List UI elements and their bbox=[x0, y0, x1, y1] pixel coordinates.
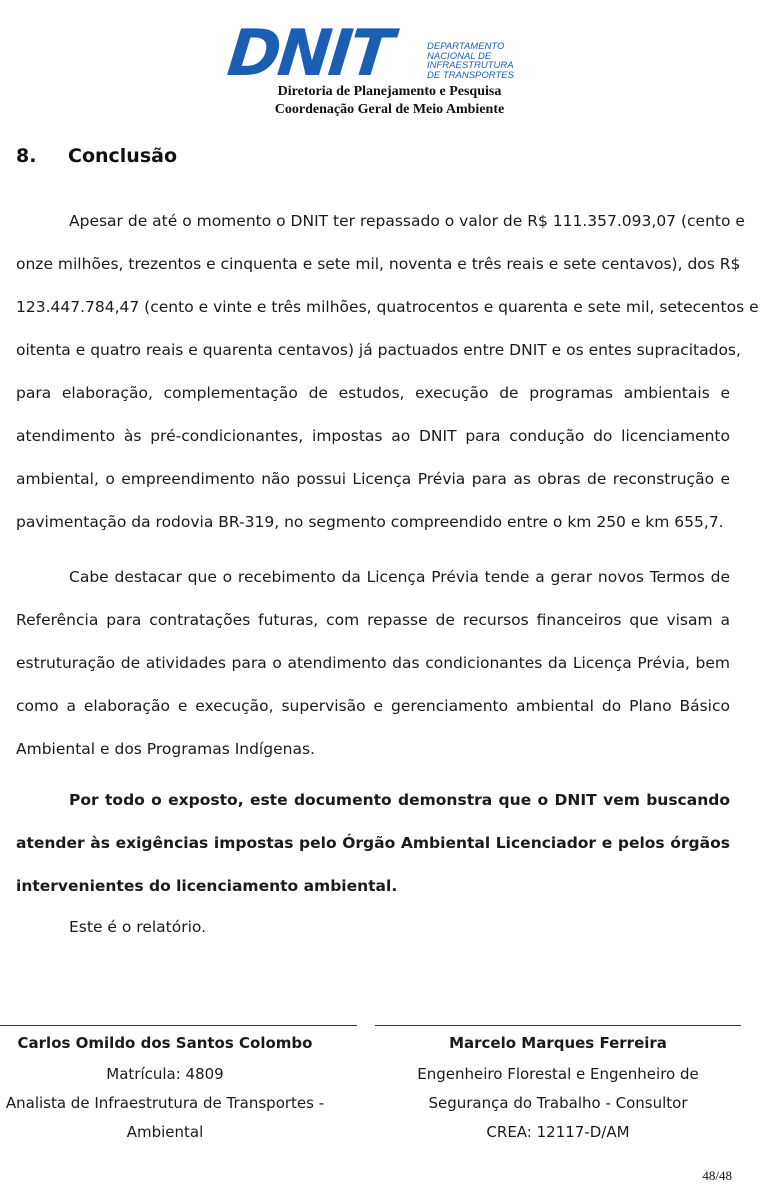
signer-detail: Analista de Infraestrutura de Transportes - bbox=[5, 1094, 325, 1112]
text-line: Apesar de até o momento o DNIT ter repassado o valor de R$ 111.357.093,07 (cento e bbox=[69, 212, 745, 230]
text-line: Referência para contratações futuras, com repasse de recursos financeiros que visam a bbox=[16, 611, 730, 629]
signer-detail: Segurança do Trabalho - Consultor bbox=[428, 1094, 688, 1112]
section-number: 8. bbox=[16, 145, 37, 167]
text-line: oitenta e quatro reais e quarenta centavos) já pactuados entre DNIT e os entes supracitados, bbox=[16, 341, 741, 359]
section-heading bbox=[16, 145, 177, 167]
text-line: para elaboração, complementação de estudos, execução de programas ambientais e bbox=[16, 384, 730, 402]
logo-subtitle: DEPARTAMENTO NACIONAL DE INFRAESTRUTURA DE TRANSPORTES bbox=[427, 41, 514, 81]
page-number: 48/48 bbox=[702, 1168, 732, 1183]
text-line: pavimentação da rodovia BR-319, no segmento compreendido entre o km 250 e km 655,7. bbox=[16, 513, 724, 531]
signature-line-2 bbox=[375, 1025, 741, 1026]
paragraph-1 bbox=[16, 200, 759, 544]
text-line: atender às exigências impostas pelo Órgão Ambiental Licenciador e pelos órgãos bbox=[16, 834, 730, 852]
signer-name: Carlos Omildo dos Santos Colombo bbox=[17, 1034, 313, 1052]
text-line: ambiental, o empreendimento não possui Licença Prévia para as obras de reconstrução e bbox=[16, 470, 730, 488]
text-line: como a elaboração e execução, supervisão e gerenciamento ambiental do Plano Básico bbox=[16, 697, 730, 715]
signature-line-1 bbox=[0, 1025, 357, 1026]
signature-block-1 bbox=[0, 1030, 330, 1147]
paragraph-3-bold bbox=[16, 779, 730, 908]
text-line: intervenientes do licenciamento ambiental. bbox=[16, 877, 398, 895]
header-directorate: Diretoria de Planejamento e Pesquisa bbox=[277, 84, 502, 99]
text-line: 123.447.784,47 (cento e vinte e três milhões, quatrocentos e quarenta e sete mil, setecentos e bbox=[16, 298, 759, 316]
signer-detail: Ambiental bbox=[126, 1123, 204, 1141]
signer-name: Marcelo Marques Ferreira bbox=[449, 1034, 667, 1052]
text-line: Cabe destacar que o recebimento da Licença Prévia tende a gerar novos Termos de bbox=[69, 568, 730, 586]
signature-block-2 bbox=[375, 1030, 741, 1147]
logo-wordmark: DNIT bbox=[224, 17, 395, 91]
text-line: estruturação de atividades para o atendimento das condicionantes da Licença Prévia, bem bbox=[16, 654, 730, 672]
signer-detail: Matrícula: 4809 bbox=[106, 1065, 224, 1083]
section-title: Conclusão bbox=[68, 145, 178, 167]
text-line: onze milhões, trezentos e cinquenta e sete mil, noventa e três reais e sete centavos), dos R$ bbox=[16, 255, 741, 273]
text-line: Por todo o exposto, este documento demonstra que o DNIT vem buscando bbox=[69, 791, 730, 809]
header-coordination: Coordenação Geral de Meio Ambiente bbox=[274, 102, 505, 117]
paragraph-2 bbox=[16, 556, 730, 771]
document-header bbox=[0, 0, 779, 125]
text-line: atendimento às pré-condicionantes, impostas ao DNIT para condução do licenciamento bbox=[16, 427, 730, 445]
signer-detail: CREA: 12117-D/AM bbox=[486, 1123, 630, 1141]
closing-statement: Este é o relatório. bbox=[69, 918, 207, 936]
dnit-logo bbox=[224, 17, 518, 92]
signer-detail: Engenheiro Florestal e Engenheiro de bbox=[417, 1065, 699, 1083]
text-line: Ambiental e dos Programas Indígenas. bbox=[16, 740, 315, 758]
